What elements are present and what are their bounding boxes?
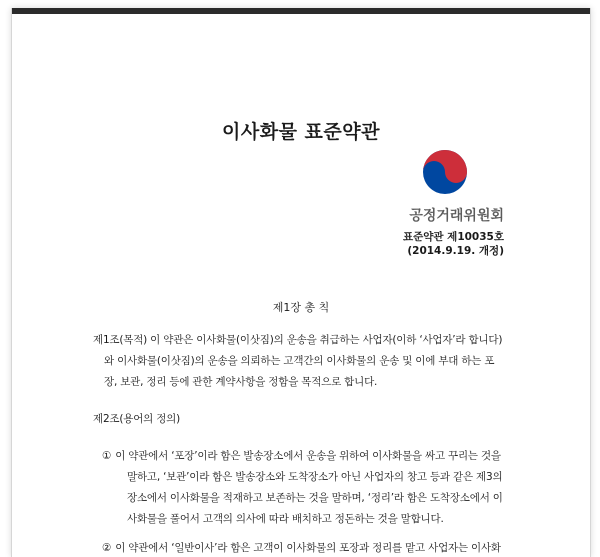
- top-bar: [12, 8, 590, 14]
- article1-line: 장, 보관, 정리 등에 관한 계약사항을 정함을 목적으로 합니다.: [104, 376, 378, 388]
- article2-item1-line: 사화물을 풀어서 고객의 의사에 따라 배치하고 정돈하는 것을 말합니다.: [127, 513, 444, 525]
- item-marker: ②: [102, 542, 112, 554]
- article1-line: 와 이사화물(이삿짐)의 운송을 의뢰하는 고객간의 이사화물의 운송 및 이에 부대 하는 포: [104, 355, 495, 367]
- doc-number: 표준약관 제10035호: [402, 231, 504, 243]
- item-marker: ①: [102, 450, 112, 462]
- article2-heading: 제2조(용어의 정의): [93, 413, 181, 425]
- article2-item1-line: ① 이 약관에서 ‘포장’이라 함은 발송장소에서 운송을 위하여 이사화물을 싸고 꾸리는 것을: [102, 450, 501, 462]
- article2-item1-line: 장소에서 이사화물을 적재하고 보존하는 것을 말하며, ‘정리’라 함은 도착장소에서 이: [127, 492, 503, 504]
- article2-item2-line: ② 이 약관에서 ‘일반이사’라 함은 고객이 이사화물의 포장과 정리를 맡고 사업자는 이사화: [102, 542, 501, 554]
- document-page: [11, 8, 591, 557]
- document-title: 이사화물 표준약관: [222, 121, 380, 143]
- article2-item1-line: 말하고, ‘보관’이라 함은 발송장소와 도착장소가 아닌 사업자의 창고 등과 같은 제3의: [127, 471, 503, 483]
- revision-date: (2014.9.19. 개정): [407, 245, 504, 257]
- agency-name: 공정거래위원회: [409, 208, 504, 224]
- agency-emblem-icon: [421, 148, 469, 196]
- article1-line: 제1조(목적) 이 약관은 이사화물(이삿짐)의 운송을 취급하는 사업자(이하 ‘사업자’라 합니다): [93, 334, 503, 346]
- chapter-heading: 제1장 총 칙: [272, 301, 330, 314]
